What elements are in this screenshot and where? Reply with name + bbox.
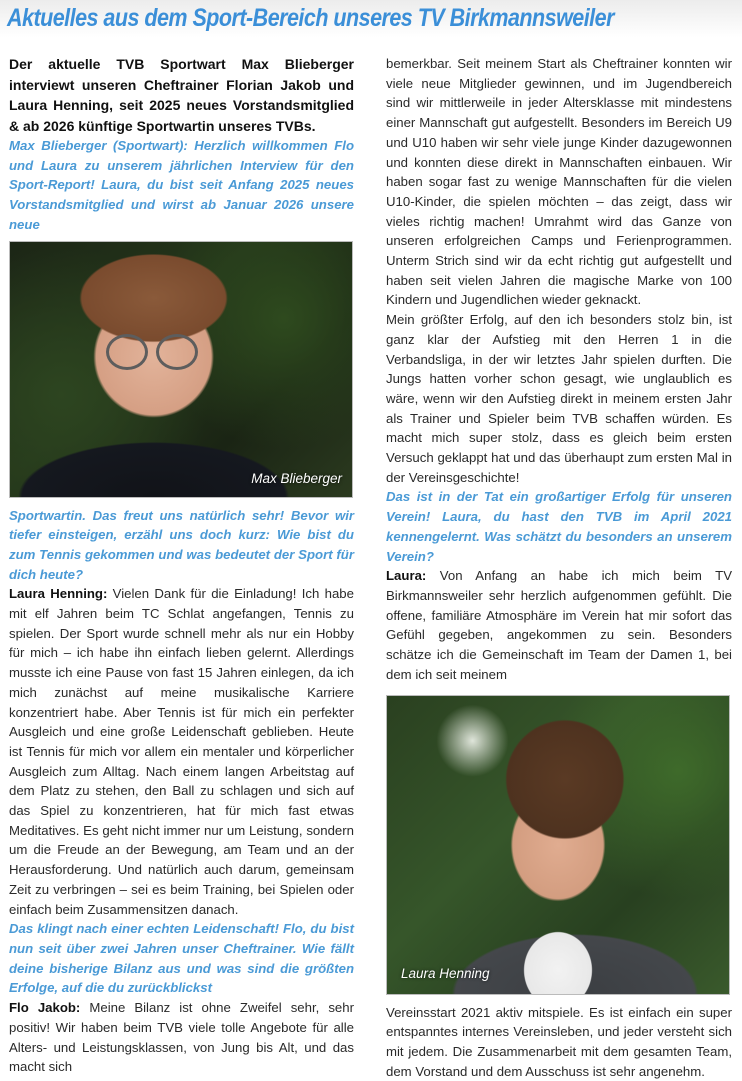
speaker-name: Flo Jakob: [9,1000,80,1015]
answer-2-continued: bemerkbar. Seit meinem Start als Cheftrainer konnten wir viele neue Mitglieder gewinnen, und im Jugendbereich sind wir mittlerweile in jeder Altersklasse mit mindestens einer Mannschaft gut aufgestellt. Besonders im Bereich U9 und U10 haben wir sehr viele junge Kinder dazugewonnen und konnten diese direkt in Mannschaften einbauen. Wir haben sogar fast zu wenige Mannschaften für die vielen U10-Kinder, die spielen möchten – das zeigt, dass wir vieles richtig machen! Umrahmt wird das Ganze von unseren erfolgreichen Camps und Ferienprogrammen. Unterm Strich sind wir da echt richtig gut aufgestellt und haben seit vielen Jahren die magische Marke von 100 Kindern und Jugendlichen wieder geknackt. [386,54,732,310]
glasses-left-lens [106,334,148,370]
answer-3 [386,566,732,684]
answer-2-paragraph-2: Mein größter Erfolg, auf den ich besonders stolz bin, ist ganz klar der Aufstieg mit den Herren 1 in die Verbandsliga, in der wir letztes Jahr spielen durften. Die Jungs hatten vorher schon gesagt, wie unglaublich es wäre, wenn wir den Aufstieg direkt in meinem ersten Jahr als Trainer und Spieler beim TVB schaffen würden. Es macht mich super stolz, dass es gleich beim ersten Versuch geklappt hat und das überhaupt zum ersten Mal in der Vereinsgeschichte! [386,310,732,487]
photo-caption: Max Blieberger [251,469,342,489]
question-3: Das ist in der Tat ein großartiger Erfolg für unseren Verein! Laura, du hast den TVB im April 2021 kennengelernt. Was schätzt du besonders an unserem Verein? [386,487,732,566]
answer-text: Vielen Dank für die Einladung! Ich habe mit elf Jahren beim TC Schlat angefangen, Tennis zu spielen. Der Sport wurde schnell mehr als nur ein Hobby für mich – ich habe ihn einfach lieben gelernt. Allerdings musste ich eine Pause von fast 15 Jahren einlegen, da ich mich zunächst auf meine musikalische Karriere konzentriert habe. Aber Tennis ist für mich ein perfekter Ausgleich und eine große Leidenschaft geblieben. Heute ist Tennis für mich vor allem ein mentaler und körperlicher Ausgleich zum Alltag. Nach einem langen Arbeitstag auf dem Platz zu stehen, den Ball zu schlagen und sich auf das Spiel zu konzentrieren, hat für mich fast etwas Meditatives. Es geht nicht immer nur um Leistung, sondern um die Freude an der Bewegung, am Team und an der Herausforderung. Und natürlich auch darum, gemeinsam Zeit zu verbringen – sei es beim Training, bei Spielen oder einfach beim Zusammensitzen danach. [9,586,354,916]
right-column [386,54,732,1081]
left-column [9,54,354,1077]
speaker-name: Laura Henning: [9,586,107,601]
answer-2 [9,998,354,1077]
photo-max-blieberger [9,241,353,498]
speaker-name: Laura: [386,568,426,583]
question-1-part-2: Sportwartin. Das freut uns natürlich sehr! Bevor wir tiefer einsteigen, erzähl uns doch kurz: Wie bist du zum Tennis gekommen und was bedeutet der Sport für dich heute? [9,506,354,585]
glasses-right-lens [156,334,198,370]
answer-3-continued: Vereinsstart 2021 aktiv mitspiele. Es ist einfach ein super entspanntes internes Vereinsleben, und jeder versteht sich mit jedem. Die Zusammenarbeit mit dem gesamten Team, dem Vorstand und dem Ausschuss ist sehr angenehm. [386,1003,732,1081]
question-2: Das klingt nach einer echten Leidenschaft! Flo, du bist nun seit über zwei Jahren unser Cheftrainer. Wie fällt deine bisherige Bilanz aus und was sind die größten Erfolge, auf die du zurückblickst [9,919,354,998]
question-1-part-1: Max Blieberger (Sportwart): Herzlich willkommen Flo und Laura zu unserem jährlichen Interview für den Sport-Report! Laura, du bist seit Anfang 2025 neues Vorstandsmitglied und wirst ab Januar 2026 unsere neue [9,136,354,235]
page-title: Aktuelles aus dem Sport-Bereich unseres TV Birkmannsweiler [7,4,614,33]
answer-text: Meine Bilanz ist ohne Zweifel sehr, sehr positiv! Wir haben beim TVB viele tolle Angebote für alle Alters- und Leistungsklassen, von Jung bis Alt, und das macht sich [9,1000,354,1074]
intro-paragraph: Der aktuelle TVB Sportwart Max Blieberger interviewt unseren Cheftrainer Florian Jakob und Laura Henning, seit 2025 neues Vorstandsmitglied & ab 2026 künftige Sportwartin unseres TVBs. [9,54,354,136]
photo-caption: Laura Henning [401,964,490,984]
answer-1 [9,584,354,919]
answer-text: Von Anfang an habe ich mich beim TV Birkmannsweiler sehr herzlich aufgenommen gefühlt. Die offene, familiäre Atmosphäre im Verein hat mir sofort das Gefühl gegeben, angekommen zu sein. Besonders schätze ich die Gemeinschaft im Team der Damen 1, bei dem ich seit meinem [386,568,732,682]
photo-laura-henning [386,695,730,995]
page-header [0,0,742,44]
